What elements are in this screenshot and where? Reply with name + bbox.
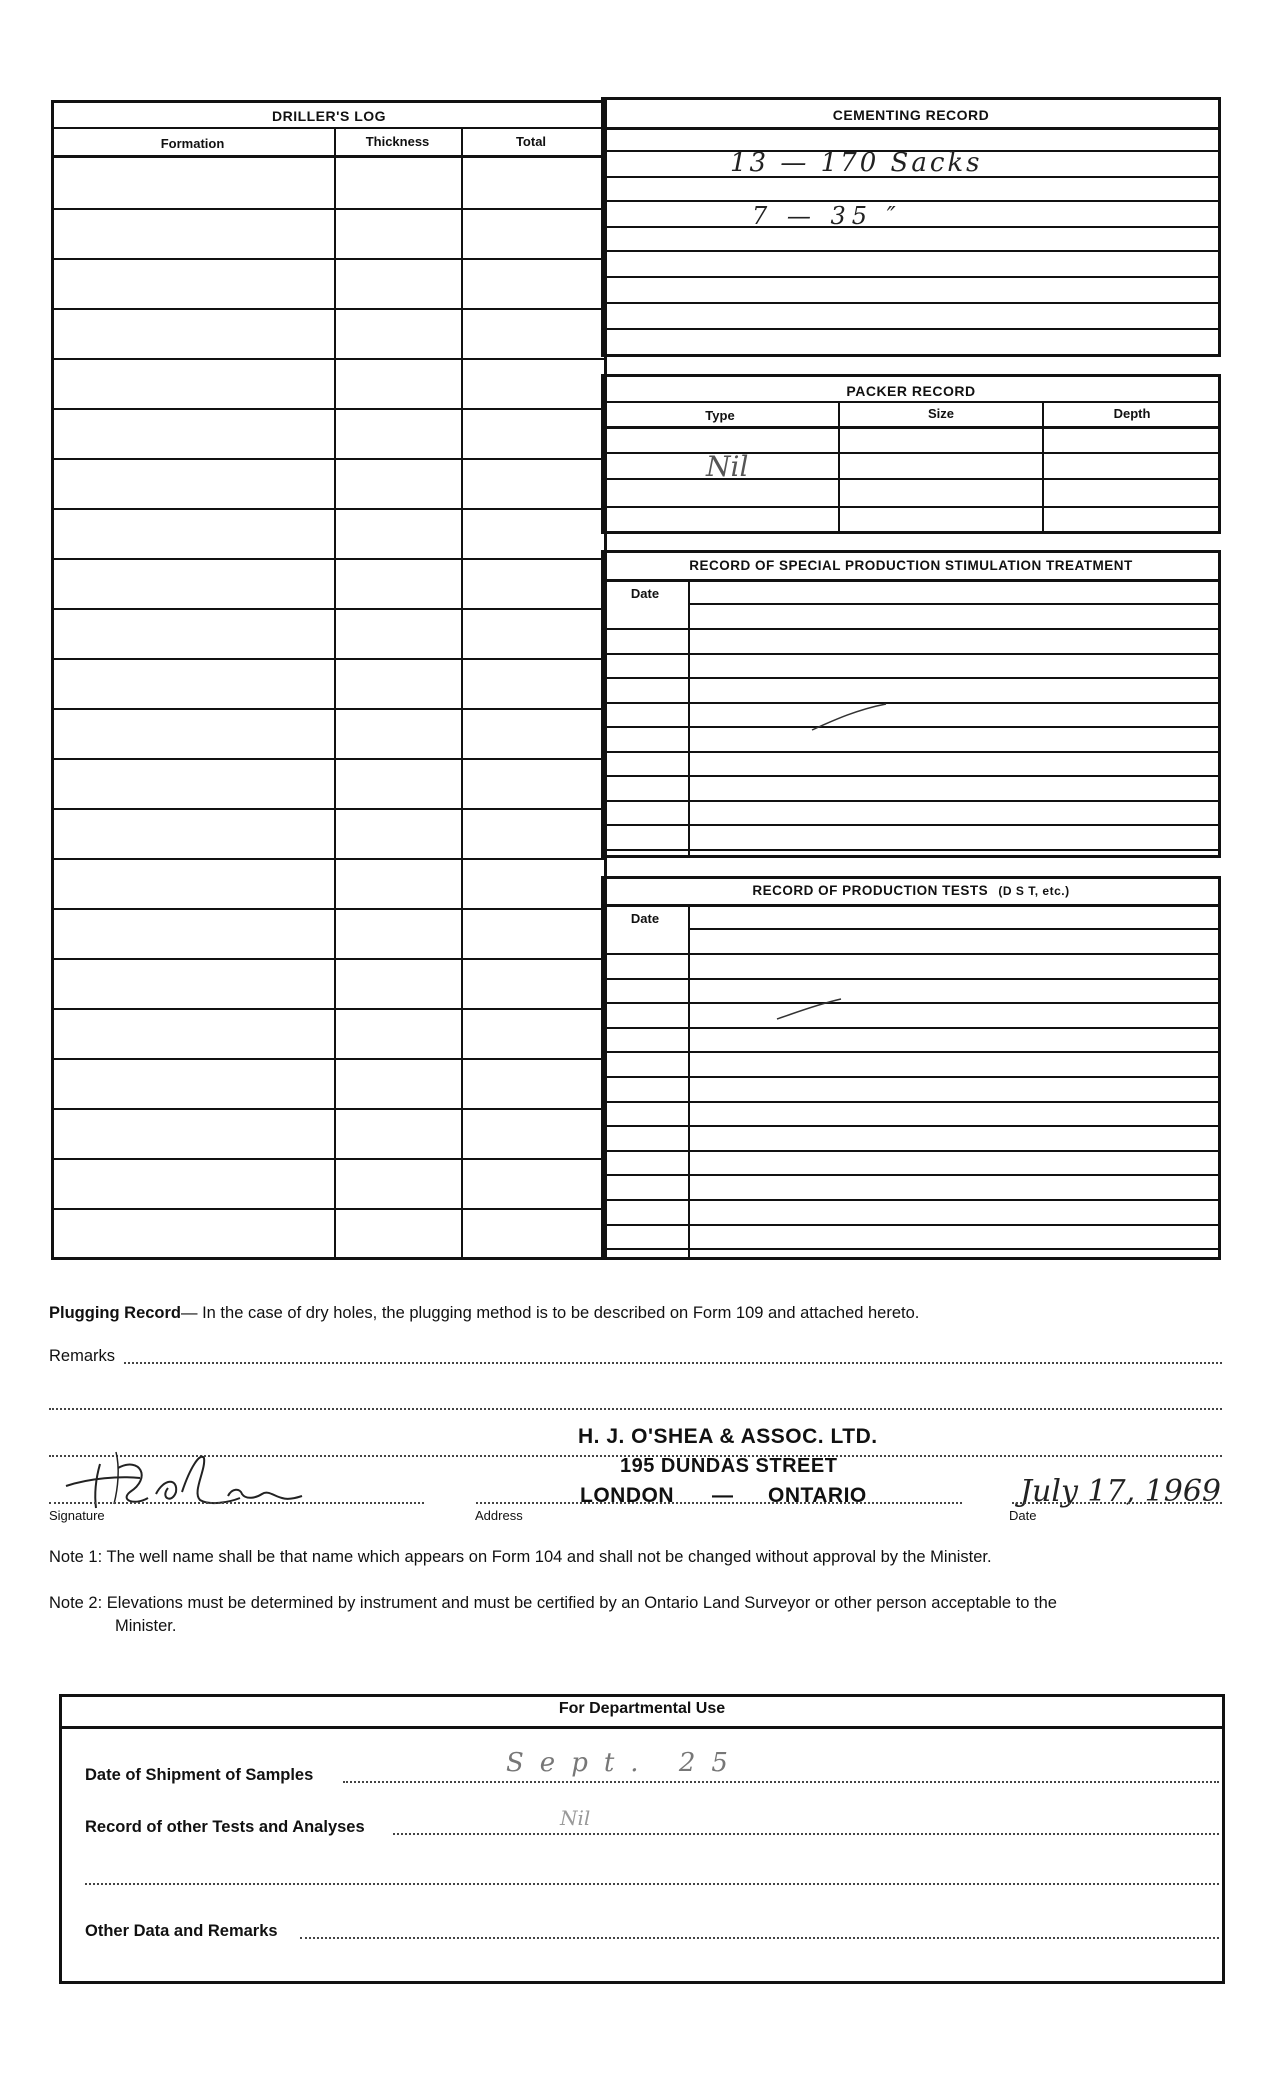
plugging-record-line xyxy=(49,1304,919,1323)
stimulation-row-line xyxy=(601,824,1221,826)
drillers-log-header-divider xyxy=(51,127,607,129)
note-2-line-2: Minister. xyxy=(115,1617,177,1635)
address-line xyxy=(476,1502,962,1504)
note-2-line-1: Note 2: Elevations must be determined by instrument and must be certified by an Ontario Land Surveyor or other person acceptable to the xyxy=(49,1594,1057,1612)
drillers-log-row-line xyxy=(51,958,607,960)
other-data-line xyxy=(300,1937,1219,1939)
production-row-line xyxy=(601,1051,1221,1053)
production-row-line xyxy=(601,1248,1221,1250)
drillers-log-row-line xyxy=(51,908,607,910)
stimulation-row-line xyxy=(601,800,1221,802)
packer-row-line xyxy=(601,506,1221,508)
production-tests-title-text: RECORD OF PRODUCTION TESTS xyxy=(752,883,989,898)
packer-size-header: Size xyxy=(927,406,954,421)
total-column-header: Total xyxy=(515,134,547,149)
other-data-label: Other Data and Remarks xyxy=(85,1922,278,1940)
remarks-line-1 xyxy=(124,1362,1222,1364)
production-row-line xyxy=(601,1101,1221,1103)
drillers-log-col-line-2 xyxy=(461,127,463,1260)
drillers-log-row-line xyxy=(51,1108,607,1110)
production-date-underline xyxy=(688,928,1221,930)
production-row-line xyxy=(601,1125,1221,1127)
shipment-line xyxy=(343,1781,1219,1783)
shipment-value: Sept. 25 xyxy=(506,1748,744,1778)
drillers-log-row-line xyxy=(51,1158,607,1160)
tests-value: Nil xyxy=(560,1806,591,1830)
departmental-blank-line xyxy=(85,1883,1219,1885)
cementing-record-title: CEMENTING RECORD xyxy=(832,107,990,123)
note-1: Note 1: The well name shall be that name which appears on Form 104 and shall not be changed without approval by the Minister. xyxy=(49,1548,992,1566)
date-label: Date xyxy=(1009,1508,1037,1523)
packer-type-header: Type xyxy=(705,408,735,423)
tests-label: Record of other Tests and Analyses xyxy=(85,1818,365,1836)
packer-depth-header: Depth xyxy=(1113,406,1151,421)
cementing-header-divider xyxy=(601,127,1221,130)
production-row-line xyxy=(601,1224,1221,1226)
stimulation-row-line xyxy=(601,849,1221,851)
formation-column-header: Formation xyxy=(160,136,225,151)
stimulation-row-line xyxy=(601,677,1221,679)
production-strike-mark xyxy=(775,995,845,1025)
stimulation-row-line xyxy=(601,653,1221,655)
drillers-log-row-line xyxy=(51,758,607,760)
drillers-log-row-line xyxy=(51,508,607,510)
packer-row-line xyxy=(601,452,1221,454)
stimulation-date-header: Date xyxy=(630,586,660,601)
production-row-line xyxy=(601,953,1221,955)
production-row-line xyxy=(601,1174,1221,1176)
address-city: LONDON xyxy=(580,1484,674,1507)
departmental-header-divider xyxy=(59,1726,1225,1729)
signature-label: Signature xyxy=(49,1508,105,1523)
drillers-log-row-line xyxy=(51,258,607,260)
drillers-log-row-line xyxy=(51,708,607,710)
production-row-line xyxy=(601,978,1221,980)
address-label: Address xyxy=(475,1508,523,1523)
departmental-title: For Departmental Use xyxy=(558,1700,726,1717)
production-tests-title xyxy=(601,883,1221,898)
stimulation-record-table xyxy=(601,550,1221,858)
production-date-col-line xyxy=(688,904,690,1260)
plugging-record-label: Plugging Record xyxy=(49,1304,181,1322)
drillers-log-row-line xyxy=(51,608,607,610)
packer-record-title: PACKER RECORD xyxy=(846,383,976,399)
drillers-log-row-line xyxy=(51,208,607,210)
stimulation-row-line xyxy=(601,628,1221,630)
date-line xyxy=(1012,1502,1222,1504)
packer-type-entry: Nil xyxy=(706,450,749,483)
thickness-column-header: Thickness xyxy=(365,134,430,149)
packer-col-divider xyxy=(601,426,1221,429)
shipment-label: Date of Shipment of Samples xyxy=(85,1766,314,1784)
stimulation-record-title: RECORD OF SPECIAL PRODUCTION STIMULATION TREATMENT xyxy=(689,558,1133,573)
stimulation-date-col-line xyxy=(688,579,690,858)
cementing-row-line xyxy=(601,200,1221,202)
production-header-divider xyxy=(601,904,1221,907)
drillers-log-table xyxy=(51,100,607,1260)
plugging-record-text: — In the case of dry holes, the plugging method is to be described on Form 109 and attached hereto. xyxy=(181,1304,920,1322)
stimulation-strike-mark xyxy=(810,700,890,740)
production-row-line xyxy=(601,1150,1221,1152)
remarks-label: Remarks xyxy=(49,1347,116,1365)
drillers-log-row-line xyxy=(51,658,607,660)
drillers-log-row-line xyxy=(51,458,607,460)
production-tests-title-suffix: (D S T, etc.) xyxy=(998,884,1070,898)
drillers-log-row-line xyxy=(51,1008,607,1010)
drillers-log-row-line xyxy=(51,808,607,810)
drillers-log-row-line xyxy=(51,408,607,410)
production-date-header: Date xyxy=(630,911,660,926)
drillers-log-row-line xyxy=(51,558,607,560)
cementing-row-line xyxy=(601,328,1221,330)
cementing-row-line xyxy=(601,250,1221,252)
cementing-entry-1: 13 — 170 Sacks xyxy=(730,148,983,178)
drillers-log-row-line xyxy=(51,1058,607,1060)
production-row-line xyxy=(601,1002,1221,1004)
date-value: July 17, 1969 xyxy=(1020,1474,1222,1509)
address-line-1: H. J. O'SHEA & ASSOC. LTD. xyxy=(578,1425,878,1448)
production-row-line xyxy=(601,1199,1221,1201)
stimulation-header-divider xyxy=(601,579,1221,582)
drillers-log-column-divider xyxy=(51,155,607,158)
production-row-line xyxy=(601,1076,1221,1078)
drillers-log-row-line xyxy=(51,358,607,360)
packer-header-divider xyxy=(601,401,1221,403)
signature-line xyxy=(49,1502,424,1504)
stimulation-date-underline xyxy=(688,603,1221,605)
packer-col-line-1 xyxy=(838,401,840,534)
cementing-row-line xyxy=(601,276,1221,278)
drillers-log-row-line xyxy=(51,308,607,310)
drillers-log-row-line xyxy=(51,858,607,860)
drillers-log-col-line-1 xyxy=(334,127,336,1260)
drillers-log-row-line xyxy=(51,1208,607,1210)
packer-col-line-2 xyxy=(1042,401,1044,534)
stimulation-row-line xyxy=(601,751,1221,753)
remarks-line-2 xyxy=(49,1408,1222,1410)
stimulation-row-line xyxy=(601,775,1221,777)
stimulation-row-line xyxy=(601,702,1221,704)
cementing-row-line xyxy=(601,302,1221,304)
address-line-2: 195 DUNDAS STREET xyxy=(620,1455,838,1477)
address-province: ONTARIO xyxy=(768,1484,867,1507)
tests-line xyxy=(393,1833,1219,1835)
production-tests-table xyxy=(601,876,1221,1260)
production-row-line xyxy=(601,1027,1221,1029)
drillers-log-title: DRILLER'S LOG xyxy=(271,108,387,124)
address-dash: — xyxy=(712,1484,733,1507)
stimulation-row-line xyxy=(601,726,1221,728)
cementing-entry-2: 7 — 35 ″ xyxy=(752,202,902,230)
packer-row-line xyxy=(601,478,1221,480)
cementing-row-line xyxy=(601,226,1221,228)
